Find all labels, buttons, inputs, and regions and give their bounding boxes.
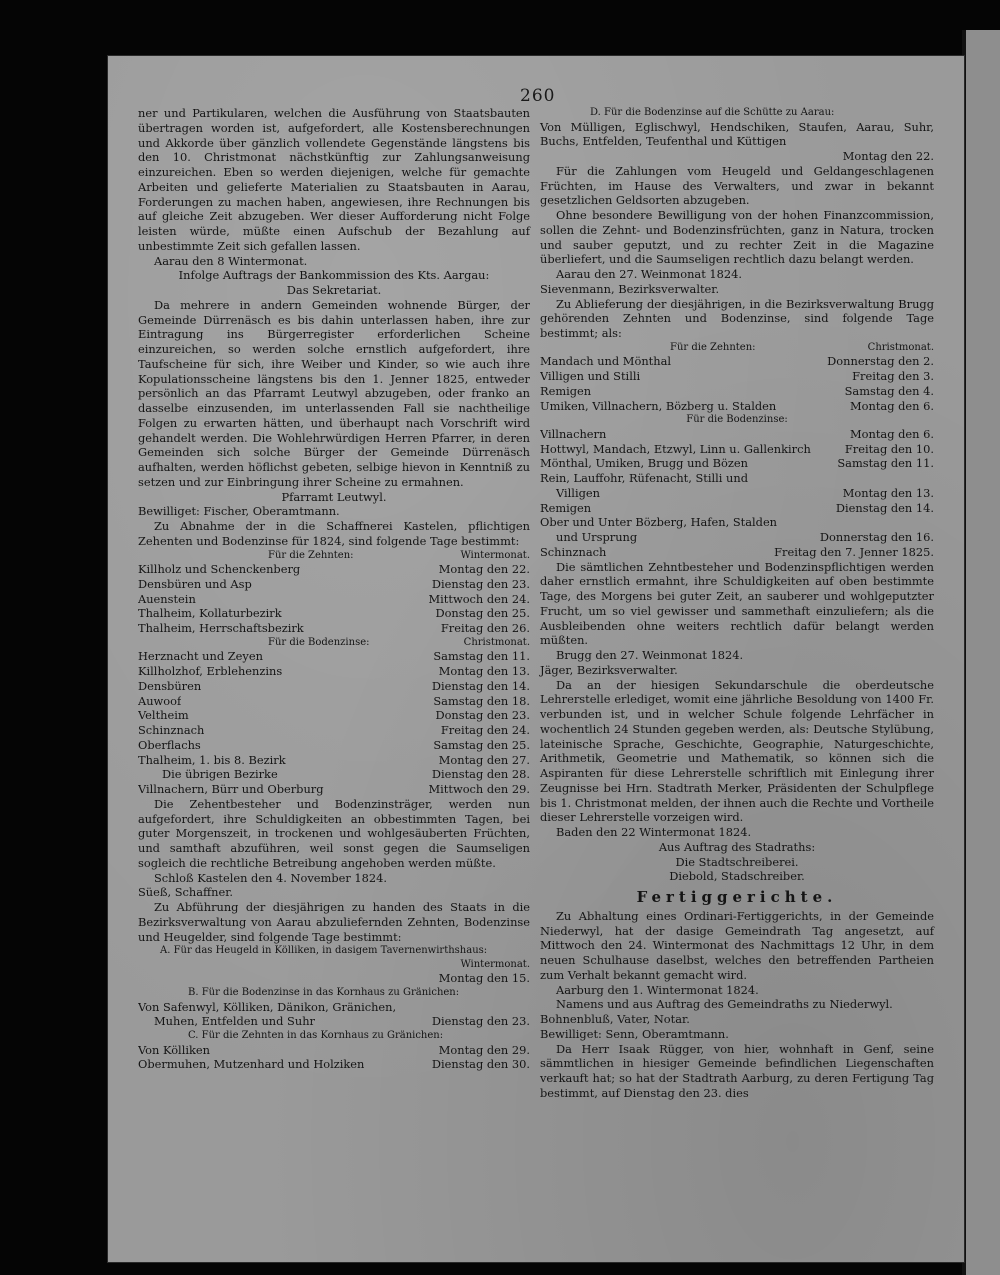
table-row: Veltheim Donstag den 23. xyxy=(138,708,530,723)
brugg-zehnten-header-row xyxy=(540,341,934,355)
table-row: Villigen und Stilli Freitag den 3. xyxy=(540,369,934,383)
table-row: Villigen Montag den 13. xyxy=(556,485,934,500)
notice-aarau-signature: Sievenmann, Bezirksverwalter. xyxy=(540,281,720,296)
table-row: Rein, Lauffohr, Rüfenacht, Stilli und xyxy=(540,471,749,485)
brugg-zehnten-header: Für die Zehnten: xyxy=(670,341,756,353)
left-column xyxy=(138,106,530,1072)
table-row: Thalheim, 1. bis 8. Bezirk Montag den 27. xyxy=(138,752,530,767)
notice-duerrenaesch-text: Da mehrere in andern Gemeinden wohnende Bürger, der Gemeinde Dürrenäsch es bis dahin unterlassen haben, ihre zur Eintragung ins Bürgerregister erforderlichen Scheine einzureichen, so werden solche ernstlich aufgefordert, ihre Taufscheine für sich, ihre Weiber und Kinder, so wie auch ihre Kopulationsscheine längstens bis den 1. Jenner 1825, entweder persönlich an das Pfarramt Leutwyl abzugeben, oder franko an dasselbe einzusenden, im unterlassenden Fall sie nachtheilige Folgen zu erwarten hätten, und überhaupt nach Vorschrift wird gehandelt werden. Die Wohlehrwürdigen Herren Pfarrer, in deren Gemeinden sich solche Bürger der Gemeinde Dürrenäsch aufhalten, werden höflichst gebeten, selbige hievon in Kenntniß zu setzen und zur Einbringung ihrer Scheine zu ermahnen. xyxy=(138,297,530,489)
notice-kastelen-date: Schloß Kastelen den 4. November 1824. xyxy=(154,870,388,885)
notice-niederwyl-date: Aarburg den 1. Wintermonat 1824. xyxy=(556,982,759,997)
table-row: Die übrigen Bezirke Dienstag den 28. xyxy=(162,767,530,782)
table-row: Auenstein Mittwoch den 24. xyxy=(138,591,530,606)
table-row: Thalheim, Herrschaftsbezirk Freitag den 26. xyxy=(138,621,530,635)
notice-baden-signature-line1: Aus Auftrag des Stadraths: xyxy=(658,839,816,854)
brugg-boden-table xyxy=(540,427,934,560)
zehnten-header: Für die Zehnten: xyxy=(268,549,354,561)
notice-kastelen-signature: Süeß, Schaffner. xyxy=(138,885,234,900)
section-a-day: Montag den 15. xyxy=(438,971,530,986)
table-row: Hottwyl, Mandach, Etzwyl, Linn u. Gallenkirch Freitag den 10. xyxy=(540,441,934,456)
notice-duerrenaesch-signature: Pfarramt Leutwyl. xyxy=(281,489,387,504)
notice-kastelen-text: Zu Abnahme der in die Schaffnerei Kastelen, pflichtigen Zehenten und Bodenzinse für 1824, sind folgende Tage bestimmt: xyxy=(138,519,530,548)
table-row: Muhen, Entfelden und Suhr Dienstag den 23. xyxy=(154,1014,530,1029)
notice-construction-text: ner und Partikularen, welchen die Ausführung von Staatsbauten übertragen worden ist, aufgefordert, alle Kostensberechnungen und Akkorde über gänzlich vollendete Gegenstände längstens bis den 10. Christmonat nächstkünftig zur Zahlungsanweisung einzureichen. Eben so werden diejenigen, welche für gemachte Arbeiten und gelieferte Materialien zu Staatsbauten in Aarau, Forderungen zu machen haben, angewiesen, ihre Rechnungen bis auf gleiche Zeit abzugeben. Wer dieser Aufforderung nicht Folge leisten würde, müßte einen Aufschub der Bezahlung auf unbestimmte Zeit sich gefallen lassen. xyxy=(138,106,530,253)
notice-aarburg-text: Da Herr Isaak Rügger, von hier, wohnhaft in Genf, seine sämmtlichen in hiesiger Gemeinde befindlichen Liegenschaften verkauft hat; so hat der Stadtrath Aarburg, zu deren Fertigung Tag bestimmt, auf Dienstag den 23. dies xyxy=(540,1041,934,1100)
table-row: und Ursprung Donnerstag den 16. xyxy=(556,530,934,544)
section-d-day: Montag den 22. xyxy=(842,149,934,163)
notice-construction-signature: Infolge Auftrags der Bankommission des Kts. Aargau: xyxy=(178,268,490,283)
section-a-month: Wintermonat. xyxy=(460,958,530,970)
table-row: Herznacht und Zeyen Samstag den 11. xyxy=(138,649,530,664)
table-row: Umiken, Villnachern, Bözberg u. Stalden Montag den 6. xyxy=(540,398,934,413)
table-row: Remigen Dienstag den 14. xyxy=(540,500,934,515)
approval-senn: Bewilliget: Senn, Oberamtmann. xyxy=(540,1026,729,1041)
page-number: 260 xyxy=(520,86,556,106)
notice-baden-date: Baden den 22 Wintermonat 1824. xyxy=(556,825,752,839)
notice-brugg-warning: Die sämtlichen Zehntbesteher und Bodenzinspflichtigen werden daher ernstlich ermahnt, ihre Schuldigkeiten auf oben bestimmte Tage, des Morgens bei guter Zeit, an sauberer und wohlgeputzter Frucht, um so viel gewisser und sammethaft einzuliefern; als die Ausbleibenden ohne weiters rechtlich dafür belangt werden müßten. xyxy=(540,559,934,648)
table-row: Thalheim, Kollaturbezirk Donstag den 25. xyxy=(138,606,530,621)
section-d-label: D. Für die Bodenzinse auf die Schütte zu Aarau: xyxy=(590,107,835,118)
notice-baden-signature-line3: Diebold, Stadschreiber. xyxy=(669,869,805,884)
notice-brugg-date: Brugg den 27. Weinmonat 1824. xyxy=(556,648,744,662)
boden-header: Für die Bodenzinse: xyxy=(268,636,370,648)
table-row: Villnachern, Bürr und Oberburg Mittwoch den 29. xyxy=(138,782,530,796)
table-row: Von Kölliken Montag den 29. xyxy=(138,1042,530,1057)
section-heading-fertiggerichte: Fertiggerichte. xyxy=(636,888,838,906)
section-c-label: C. Für die Zehnten in das Kornhaus zu Gränichen: xyxy=(188,1030,444,1041)
notice-niederwyl-text: Zu Abhaltung eines Ordinari-Fertiggerichts, in der Gemeinde Niederwyl, hat der dasige Gemeindrath Tag angesetzt, auf Mittwoch den 24. Wintermonat des Nachmittags 12 Uhr, in dem neuen Schulhause daselbst, welches den betreffenden Partheien zum Verhalt bekannt gemacht wird. xyxy=(540,908,934,982)
section-d-payment: Für die Zahlungen vom Heugeld und Geldangeschlagenen Früchten, im Hause des Verwalters, und zwar in bekannt gesetzlichen Geldsorten abzugeben. xyxy=(540,163,934,208)
zehnten-header-row xyxy=(138,549,530,563)
brugg-zehnten-month: Christmonat. xyxy=(867,341,934,353)
table-row: Mönthal, Umiken, Brugg und Bözen Samstag den 11. xyxy=(540,456,934,471)
right-column xyxy=(540,106,934,1101)
zehnten-table xyxy=(138,562,530,636)
notice-baden-signature-line2: Die Stadtschreiberei. xyxy=(675,854,799,869)
table-row: Von Safenwyl, Kölliken, Dänikon, Gränichen, xyxy=(138,999,397,1014)
table-row: Remigen Samstag den 4. xyxy=(540,383,934,398)
table-row: Schinznach Freitag den 24. xyxy=(138,723,530,737)
section-d-places: Von Mülligen, Eglischwyl, Hendschiken, Staufen, Aarau, Suhr, Buchs, Entfelden, Teufenthal und Küttigen xyxy=(540,119,934,149)
brugg-zehnten-table xyxy=(540,354,934,413)
table-row: Ober und Unter Bözberg, Hafen, Stalden xyxy=(540,515,778,530)
table-row: Villnachern Montag den 6. xyxy=(540,426,934,441)
brugg-boden-header: Für die Bodenzinse: xyxy=(686,414,788,426)
section-b-label: B. Für die Bodenzinse in das Kornhaus zu Gränichen: xyxy=(188,987,460,998)
notice-niederwyl-signature-line1: Namens und aus Auftrag des Gemeindraths zu Niederwyl. xyxy=(556,997,893,1012)
boden-table xyxy=(138,649,530,797)
table-row: Obermuhen, Mutzenhard und Holziken Dienstag den 30. xyxy=(138,1057,530,1072)
table-row: Mandach und Mönthal Donnerstag den 2. xyxy=(540,354,934,369)
table-row: Killholzhof, Erblehenzins Montag den 13. xyxy=(138,664,530,678)
notice-baden-text: Da an der hiesigen Sekundarschule die oberdeutsche Lehrerstelle erlediget, womit eine jährliche Besoldung von 1400 Fr. verbunden ist, und in welcher Schule folgende Lehrfächer in wochentlich 24 Stunden gegeben werden, als: Deutsche Stylübung, lateinische Sprache, Geschichte, Geographie, Naturgeschichte, Arithmetik, Geometrie und Mathematik, so können sich die Aspiranten für diese Lehrerstelle schriftlich mit Einlegung ihrer Zeugnisse bei Hrn. Stadtrath Merker, Präsidenten der Schulpflege bis 1. Christmonat melden, der ihnen auch die Rechte und Vortheile dieser Lehrerstelle vorzeigen wird. xyxy=(540,677,934,825)
next-page-edge xyxy=(962,30,1000,1275)
notice-brugg-text: Zu Ablieferung der diesjährigen, in die Bezirksverwaltung Brugg gehörenden Zehnten und Bodenzinse, sind folgende Tage bestimmt; als: xyxy=(540,296,934,340)
approval-fischer: Bewilliget: Fischer, Oberamtmann. xyxy=(138,504,340,519)
table-row: Schinznach Freitag den 7. Jenner 1825. xyxy=(540,544,934,559)
notice-brugg-signature: Jäger, Bezirksverwalter. xyxy=(540,662,678,677)
notice-construction-date: Aarau den 8 Wintermonat. xyxy=(154,253,308,268)
section-d-rules: Ohne besondere Bewilligung von der hohen Finanzcommission, sollen die Zehnt- und Bodenzinsfrüchten, ganz in Natura, trocken und sauber geputzt, und zu rechter Zeit in die Magazine überliefert, und die Saumseligen rechtlich dazu belangt werden. xyxy=(540,208,934,267)
table-row: Densbüren und Asp Dienstag den 23. xyxy=(138,576,530,591)
notice-niederwyl-signature-line2: Bohnenbluß, Vater, Notar. xyxy=(540,1012,690,1026)
boden-header-row xyxy=(138,636,530,650)
boden-month: Christmonat. xyxy=(463,636,530,648)
notice-kastelen-warning: Die Zehentbesteher und Bodenzinsträger, werden nun aufgefordert, ihre Schuldigkeiten an obbestimmten Tagen, bei guter Morgenszeit, in trockenen und wohlgesäuberten Früchten, und samthaft abzuführen, weil sonst gegen die Saumseligen sogleich die rechtliche Betreibung angehoben werden müßte. xyxy=(138,796,530,870)
section-a-label: A. Für das Heugeld in Kölliken, in dasigem Tavernenwirthshaus: xyxy=(160,945,488,957)
zehnten-month: Wintermonat. xyxy=(460,549,530,561)
notice-aarau-date: Aarau den 27. Weinmonat 1824. xyxy=(556,267,743,281)
table-row: Oberflachs Samstag den 25. xyxy=(138,737,530,752)
table-row: Densbüren Dienstag den 14. xyxy=(138,678,530,693)
notice-aarau-text: Zu Abführung der diesjährigen zu handen des Staats in die Bezirksverwaltung von Aarau abzuliefernden Zehnten, Bodenzinse und Heugelder, sind folgende Tage bestimmt: xyxy=(138,900,530,944)
table-row: Auwoof Samstag den 18. xyxy=(138,693,530,708)
notice-construction-office: Das Sekretariat. xyxy=(286,283,382,297)
table-row: Killholz und Schenckenberg Montag den 22. xyxy=(138,562,530,576)
